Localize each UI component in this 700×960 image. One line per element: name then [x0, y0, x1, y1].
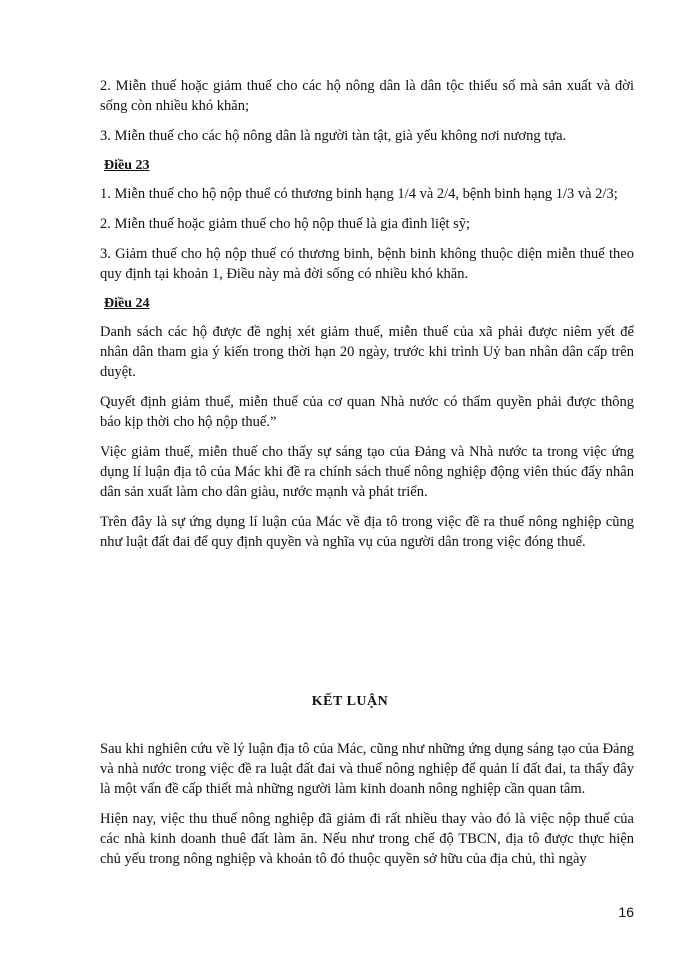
body-paragraph-1: Việc giảm thuế, miễn thuế cho thấy sự sáng tạo của Đảng và Nhà nước ta trong việc ứng dụng lí luận địa tô của Mác khi đề ra chính sách thuế nông nghiệp động viên thúc đẩy nhân dân sản xuất làm cho dân giàu, nước mạnh và phát triển.: [100, 444, 634, 500]
paragraph-clause-2: 2. Miễn thuế hoặc giảm thuế cho các hộ nông dân là dân tộc thiểu số mà sản xuất và đời sống còn nhiều khó khăn;: [100, 78, 634, 114]
main-text-block: [100, 76, 634, 562]
conclusion-block: [100, 739, 634, 869]
article-23-item-1: 1. Miễn thuế cho hộ nộp thuế có thương binh hạng 1/4 và 2/4, bệnh binh hạng 1/3 và 2/3;: [100, 186, 618, 202]
paragraph-clause-3: 3. Miễn thuế cho các hộ nông dân là người tàn tật, già yếu không nơi nương tựa.: [100, 128, 567, 144]
article-24-heading: Điều 24: [104, 296, 150, 311]
conclusion-paragraph-1: Sau khi nghiên cứu về lý luận địa tô của Mác, cũng như những ứng dụng sáng tạo của Đảng và nhà nước trong việc đề ra luật đất đai và thuế nông nghiệp để quản lí đất đai, ta thấy đây là một vấn đề cấp thiết mà những người làm kinh doanh nông nghiệp cần quan tâm.: [100, 741, 634, 797]
page-number: 16: [618, 904, 634, 920]
article-23-item-3: 3. Giảm thuế cho hộ nộp thuế có thương binh, bệnh binh không thuộc diện miễn thuế theo quy định tại khoản 1, Điều này mà đời sống có nhiều khó khăn.: [100, 246, 634, 282]
article-23-item-2: 2. Miễn thuế hoặc giảm thuế cho hộ nộp thuế là gia đình liệt sỹ;: [100, 216, 471, 232]
article-24-paragraph-1: Danh sách các hộ được đề nghị xét giảm thuế, miễn thuế của xã phải được niêm yết để nhân dân tham gia ý kiến trong thời hạn 20 ngày, trước khi trình Uỷ ban nhân dân cấp trên duyệt.: [100, 324, 634, 380]
body-paragraph-2: Trên đây là sự ứng dụng lí luận của Mác về địa tô trong việc đề ra thuế nông nghiệp cũng như luật đất đai để quy định quyền và nghĩa vụ của người dân trong việc đóng thuế.: [100, 514, 634, 550]
article-24-paragraph-2: Quyết định giảm thuế, miễn thuế của cơ quan Nhà nước có thẩm quyền phải được thông báo kịp thời cho hộ nộp thuế.”: [100, 394, 634, 430]
conclusion-paragraph-2: Hiện nay, việc thu thuế nông nghiệp đã giảm đi rất nhiều thay vào đó là việc nộp thuế của các nhà kinh doanh thuê đất làm ăn. Nếu như trong chế độ TBCN, địa tô được thực hiện chủ yếu trong nông nghiệp và khoản tô đó thuộc quyền sở hữu của địa chủ, thì ngày: [100, 811, 634, 867]
conclusion-title: KẾT LUẬN: [311, 694, 389, 709]
article-23-heading: Điều 23: [104, 158, 150, 173]
